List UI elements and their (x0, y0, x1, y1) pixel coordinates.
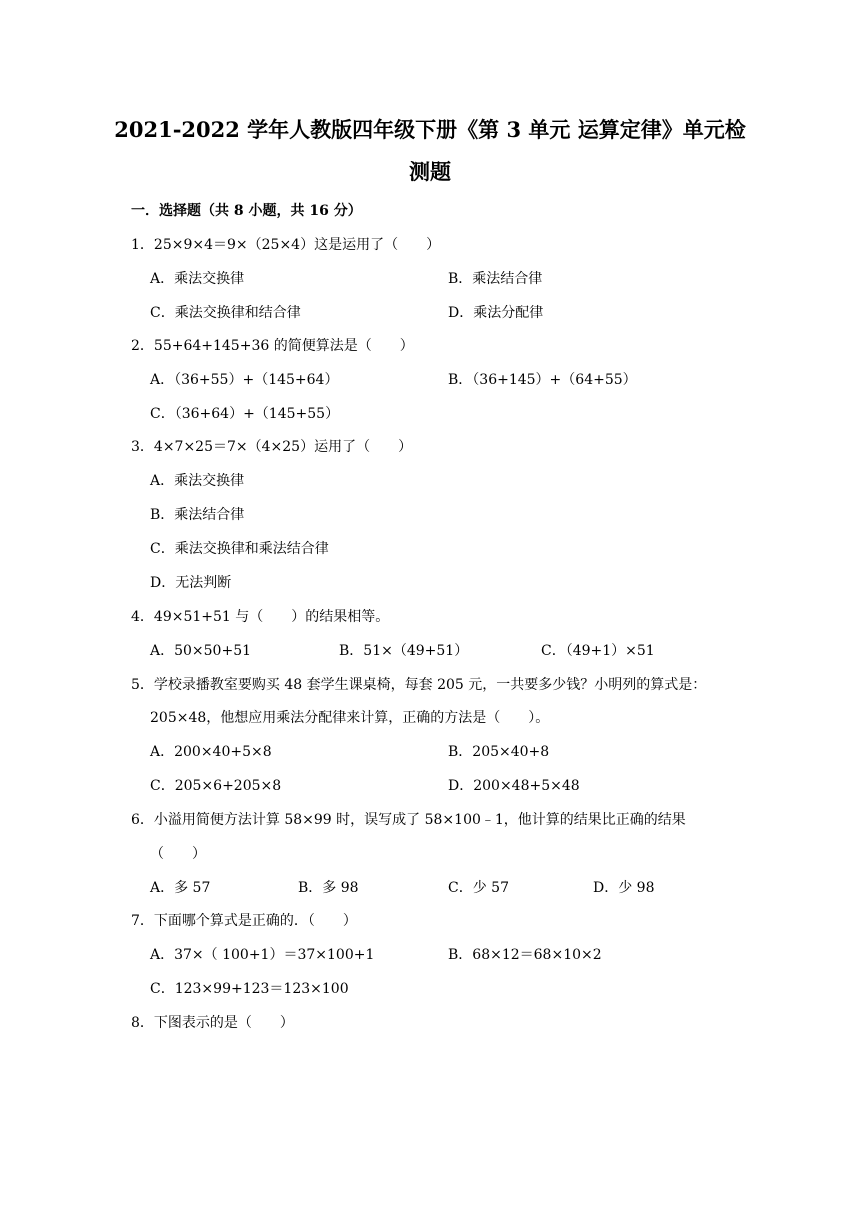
question-1-option-b: B．乘法结合律 (448, 271, 543, 287)
question-6-option-c: C．少 57 (448, 880, 509, 896)
question-8-stem: 8．下图表示的是（ ） (131, 1015, 294, 1031)
question-5-stem: 5．学校录播教室要购买 48 套学生课桌椅，每套 205 元，一共要多少钱？小明列的算式是： (131, 677, 707, 693)
question-5-option-b: B．205×40+8 (448, 744, 550, 760)
question-2-option-b: B．（36+145）+（64+55） (448, 372, 637, 388)
question-7-option-a: A．37×（ 100+1）＝37×100+1 (150, 947, 375, 963)
question-3-option-d: D．无法判断 (150, 575, 232, 591)
question-6-option-b: B．多 98 (298, 880, 359, 896)
question-4-stem: 4．49×51+51 与（ ）的结果相等。 (131, 609, 390, 625)
question-3-option-b: B．乘法结合律 (150, 507, 245, 523)
question-3-option-c: C．乘法交换律和乘法结合律 (150, 541, 329, 557)
question-3-option-a: A．乘法交换律 (150, 473, 245, 489)
document-title-line-1: 2021-2022 学年人教版四年级下册《第 3 单元 运算定律》单元检 (114, 117, 746, 142)
question-5-stem-continued: 205×48，他想应用乘法分配律来计算，正确的方法是（ ）。 (150, 710, 550, 726)
question-6-option-a: A．多 57 (150, 880, 211, 896)
question-7-option-b: B．68×12＝68×10×2 (448, 947, 602, 963)
question-6-stem: 6．小溢用简便方法计算 58×99 时，误写成了 58×100﹣1，他计算的结果比正确的结果 (131, 812, 686, 828)
question-6-option-d: D．少 98 (593, 880, 655, 896)
question-7-stem: 7．下面哪个算式是正确的．（ ） (131, 913, 357, 929)
question-3-stem: 3．4×7×25＝7×（4×25）运用了（ ） (131, 439, 413, 455)
question-4-option-a: A．50×50+51 (150, 643, 252, 659)
question-2-option-a: A．（36+55）+（145+64） (150, 372, 339, 388)
question-1-option-a: A．乘法交换律 (150, 271, 245, 287)
document-title-line-2: 测题 (409, 159, 451, 184)
section-header-choice: 一．选择题（共 8 小题，共 16 分） (131, 203, 362, 219)
question-5-option-c: C．205×6+205×8 (150, 778, 282, 794)
question-5-option-d: D．200×48+5×48 (448, 778, 580, 794)
question-4-option-c: C．（49+1）×51 (541, 643, 655, 659)
question-6-stem-continued: （ ） (150, 846, 206, 862)
question-7-option-c: C．123×99+123＝123×100 (150, 981, 349, 997)
question-1-stem: 1．25×9×4＝9×（25×4）这是运用了（ ） (131, 237, 441, 253)
question-2-option-c: C．（36+64）+（145+55） (150, 406, 340, 422)
question-4-option-b: B．51×（49+51） (339, 643, 469, 659)
question-1-option-d: D．乘法分配律 (448, 305, 544, 321)
question-1-option-c: C．乘法交换律和结合律 (150, 305, 301, 321)
question-2-stem: 2．55+64+145+36 的简便算法是（ ） (131, 338, 414, 354)
question-5-option-a: A．200×40+5×8 (150, 744, 272, 760)
